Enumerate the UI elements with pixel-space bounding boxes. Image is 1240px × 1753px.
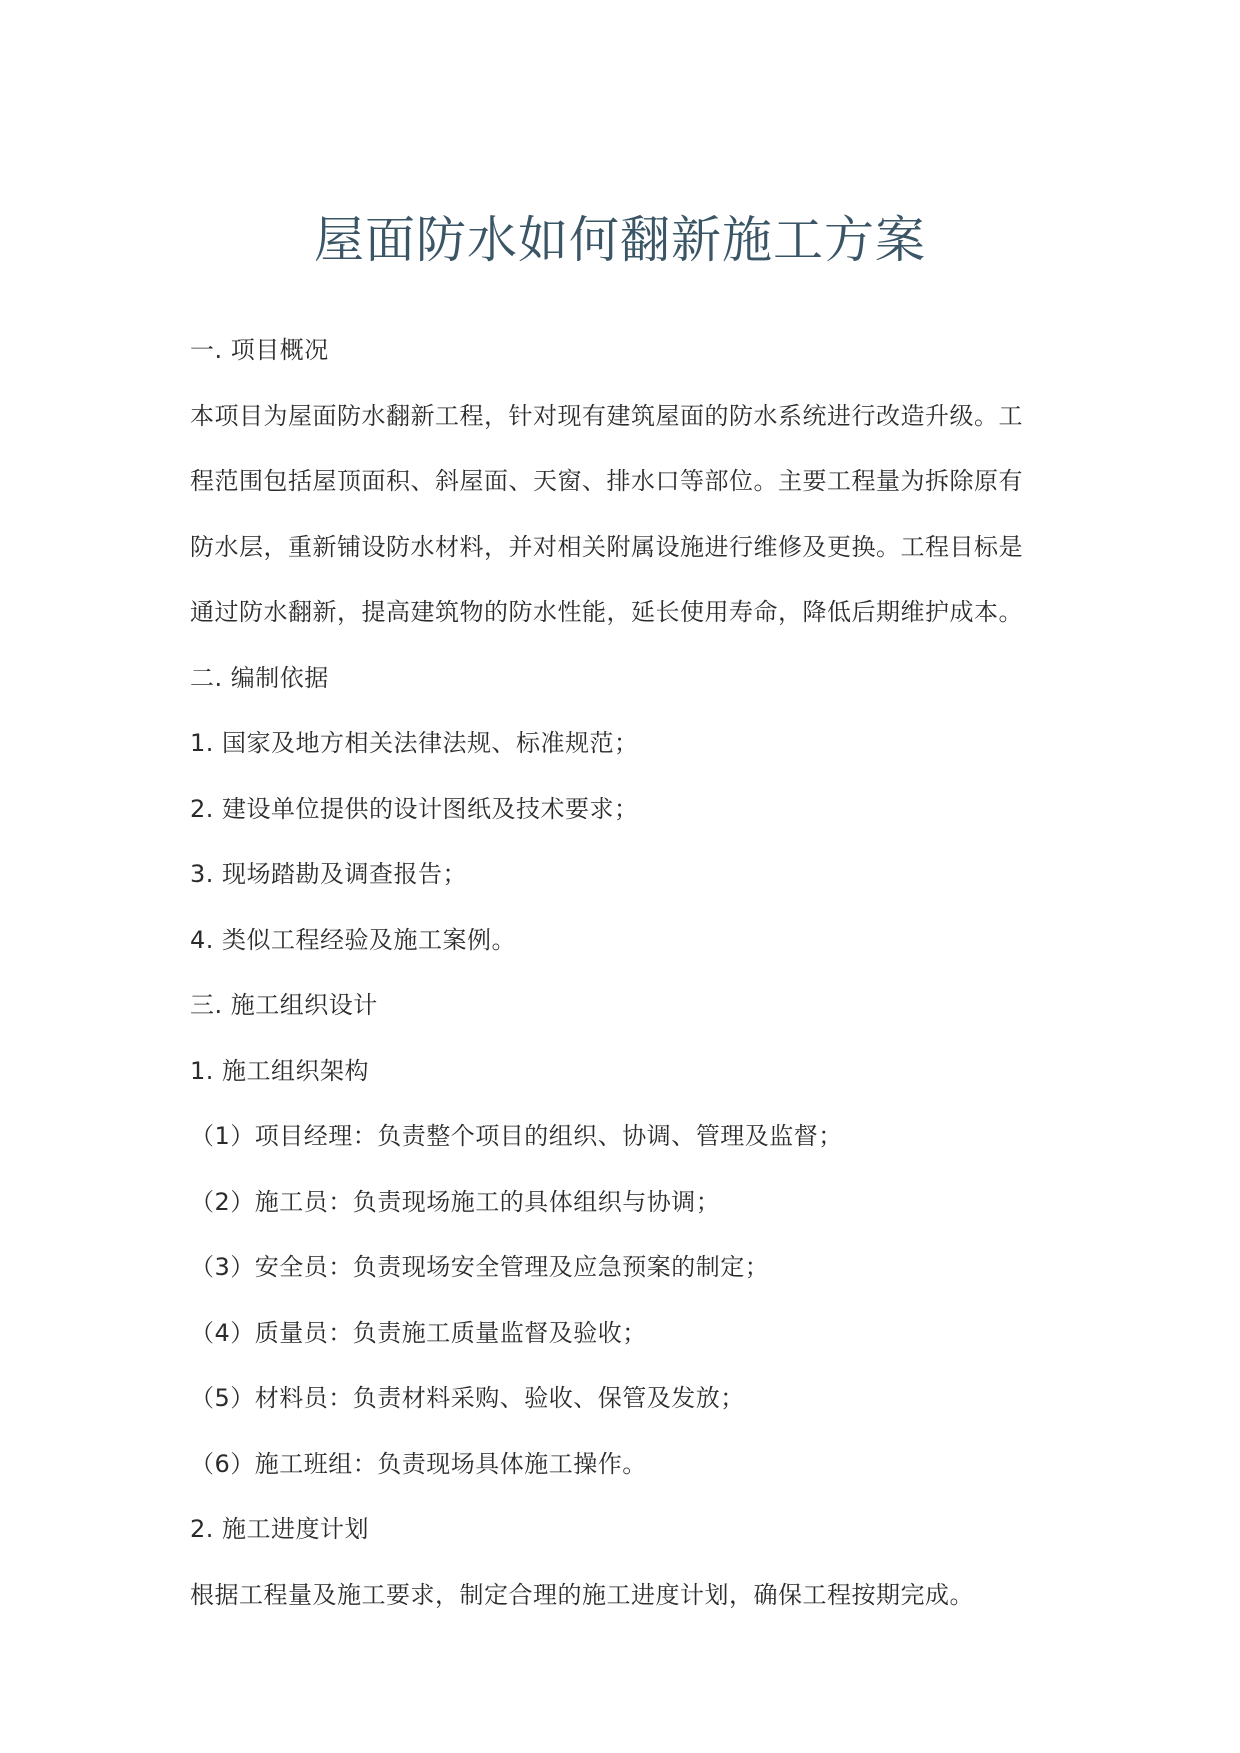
section-heading-overview: 一. 项目概况 [190, 336, 329, 364]
overview-paragraph-line-3: 防水层，重新铺设防水材料，并对相关附属设施进行维修及更换。工程目标是 [190, 532, 1023, 561]
structure-item-2: （2）施工员：负责现场施工的具体组织与协调； [190, 1187, 721, 1216]
structure-item-1: （1）项目经理：负责整个项目的组织、协调、管理及监督； [190, 1122, 843, 1150]
basis-item-4: 4. 类似工程经验及施工案例。 [190, 925, 517, 954]
schedule-paragraph: 根据工程量及施工要求，制定合理的施工进度计划，确保工程按期完成。 [190, 1580, 974, 1609]
document-body [190, 318, 1070, 1628]
structure-item-4: （4）质量员：负责施工质量监督及验收； [190, 1318, 647, 1347]
subsection-heading-schedule: 2. 施工进度计划 [190, 1515, 370, 1543]
basis-item-3: 3. 现场踏勘及调查报告； [190, 860, 468, 888]
structure-item-5: （5）材料员：负责材料采购、验收、保管及发放； [190, 1384, 745, 1412]
overview-paragraph-line-1: 本项目为屋面防水翻新工程，针对现有建筑屋面的防水系统进行改造升级。工 [190, 401, 1023, 430]
section-heading-organization: 三. 施工组织设计 [190, 991, 378, 1019]
basis-item-2: 2. 建设单位提供的设计图纸及技术要求； [190, 794, 639, 823]
document-title: 屋面防水如何翻新施工方案 [314, 211, 926, 269]
overview-paragraph-line-4: 通过防水翻新，提高建筑物的防水性能，延长使用寿命，降低后期维护成本。 [190, 598, 1023, 626]
structure-item-3: （3）安全员：负责现场安全管理及应急预案的制定； [190, 1253, 770, 1281]
overview-paragraph-line-2: 程范围包括屋顶面积、斜屋面、天窗、排水口等部位。主要工程量为拆除原有 [190, 467, 1023, 495]
basis-item-1: 1. 国家及地方相关法律法规、标准规范； [190, 729, 639, 757]
section-heading-basis: 二. 编制依据 [190, 663, 329, 692]
structure-item-6: （6）施工班组：负责现场具体施工操作。 [190, 1449, 647, 1478]
subsection-heading-structure: 1. 施工组织架构 [190, 1056, 370, 1085]
